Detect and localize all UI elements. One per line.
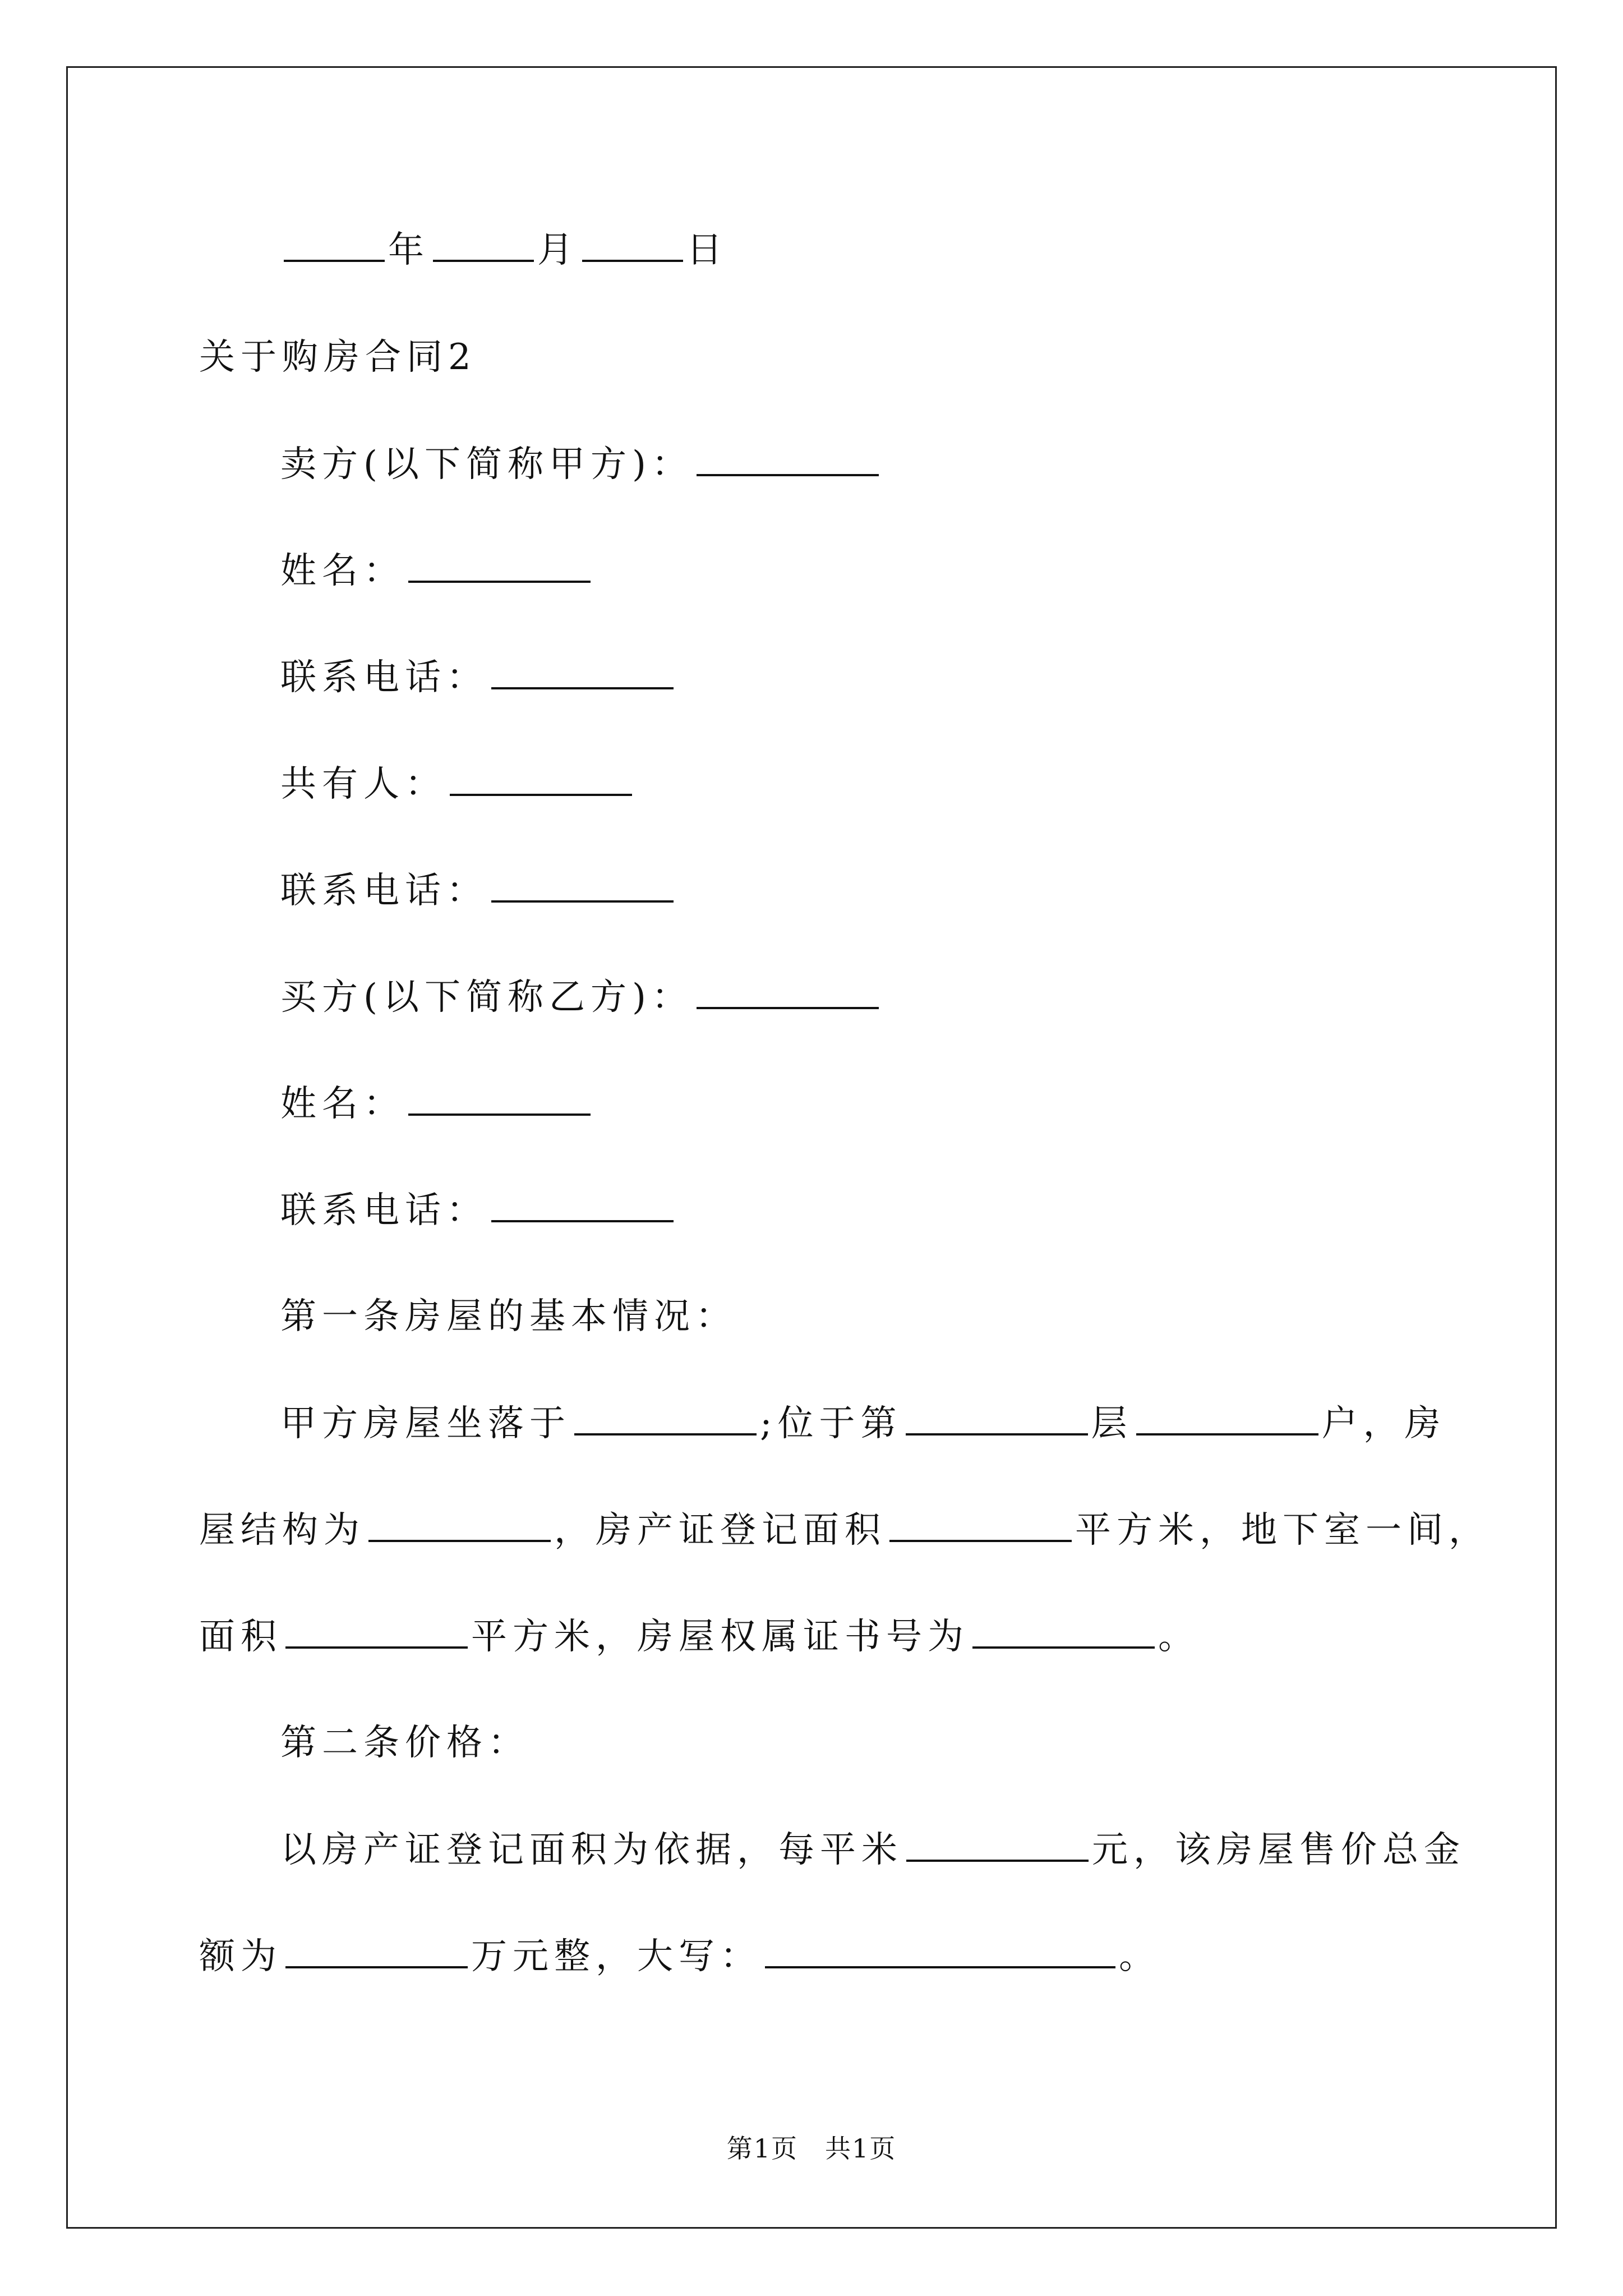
month-label: 月	[537, 229, 579, 271]
month-blank	[433, 227, 534, 262]
year-label: 年	[388, 229, 430, 271]
article1-paragraph-line3	[199, 1614, 1200, 1659]
unit-blank	[1136, 1401, 1318, 1435]
price-per-sqm-blank	[906, 1827, 1089, 1862]
article1-text: 甲方房屋坐落于	[280, 1403, 571, 1444]
seller-name-line	[280, 548, 594, 593]
article1-paragraph-line1	[280, 1401, 1446, 1446]
seller-phone-label: 联系电话：	[280, 657, 488, 698]
article1-text: 屋结构为	[199, 1510, 365, 1551]
buyer-line	[280, 974, 882, 1020]
certificate-number-blank	[972, 1614, 1155, 1649]
page-border	[66, 66, 1557, 2229]
seller-phone-blank	[491, 655, 674, 689]
article1-text: 平方米，房屋权属证书号为	[471, 1616, 969, 1658]
basement-area-blank	[285, 1614, 468, 1649]
article2-paragraph-line2	[199, 1934, 1160, 1979]
area-blank	[889, 1507, 1072, 1542]
article1-text: 。	[1158, 1616, 1200, 1658]
article2-heading: 第二条价格：	[280, 1722, 529, 1764]
article2-paragraph-line1	[280, 1827, 1465, 1872]
section-title: 关于购房合同2	[199, 337, 477, 378]
article1-text: 户，房	[1321, 1403, 1446, 1444]
co-owner-phone-label: 联系电话：	[280, 870, 488, 912]
seller-blank	[697, 441, 879, 476]
article1-text: 平方米，地下室一间，	[1075, 1510, 1490, 1551]
article1-text: ;位于第	[760, 1403, 902, 1444]
page-footer: 第1页 共1页	[726, 2133, 897, 2164]
seller-name-blank	[408, 548, 591, 583]
article2-text: 万元整，大写：	[471, 1936, 762, 1977]
article2-text: 额为	[199, 1936, 282, 1977]
article1-text: 面积	[199, 1616, 282, 1658]
date-line	[280, 227, 728, 273]
article1-heading: 第一条房屋的基本情况：	[280, 1296, 737, 1337]
seller-line	[280, 441, 882, 487]
buyer-phone-blank	[491, 1188, 674, 1222]
co-owner-phone-blank	[491, 868, 674, 903]
co-owner-label: 共有人：	[280, 763, 446, 805]
floor-blank	[906, 1401, 1088, 1435]
article1-paragraph-line2	[199, 1507, 1490, 1553]
location-blank	[574, 1401, 757, 1435]
seller-label: 卖方(以下简称甲方)：	[280, 444, 693, 485]
buyer-name-line	[280, 1081, 594, 1126]
year-blank	[284, 227, 385, 262]
article1-text: ，房产证登记面积	[554, 1510, 886, 1551]
day-blank	[582, 227, 683, 262]
structure-blank	[368, 1507, 551, 1542]
total-price-written-blank	[765, 1934, 1115, 1968]
co-owner-phone-line	[280, 868, 677, 913]
seller-phone-line	[280, 655, 677, 700]
buyer-phone-line	[280, 1188, 677, 1233]
article2-text: 元，该房屋售价总金	[1092, 1829, 1465, 1871]
day-label: 日	[686, 229, 728, 271]
co-owner-blank	[450, 761, 632, 796]
co-owner-line	[280, 761, 635, 807]
buyer-label: 买方(以下简称乙方)：	[280, 977, 693, 1018]
article2-text: 。	[1119, 1936, 1160, 1977]
article1-text: 层	[1091, 1403, 1133, 1444]
buyer-phone-label: 联系电话：	[280, 1190, 488, 1231]
buyer-name-blank	[408, 1081, 591, 1116]
buyer-blank	[697, 974, 879, 1009]
total-price-blank	[285, 1934, 468, 1968]
seller-name-label: 姓名：	[280, 550, 405, 592]
buyer-name-label: 姓名：	[280, 1083, 405, 1125]
article2-text: 以房产证登记面积为依据，每平米	[280, 1829, 903, 1871]
